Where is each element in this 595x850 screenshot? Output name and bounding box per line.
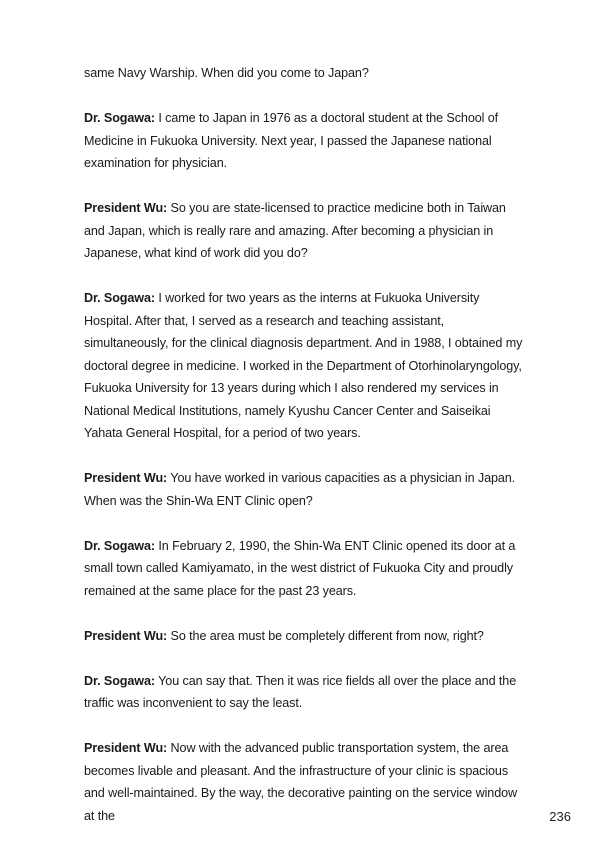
speaker-label: President Wu:: [84, 628, 168, 643]
paragraph: [84, 62, 529, 85]
paragraph: [84, 670, 529, 715]
paragraph-text: So the area must be completely different from now, right?: [167, 628, 484, 643]
paragraph-text: same Navy Warship. When did you come to Japan?: [84, 66, 369, 80]
paragraph: [84, 467, 529, 512]
paragraph-text: Now with the advanced public transportation system, the area becomes livable and pleasant. And the infrastructure of your clinic is spacious and well-maintained. By the way, the decorative painting on the service window at the: [84, 741, 517, 823]
paragraph: [84, 535, 529, 603]
speaker-label: Dr. Sogawa:: [84, 291, 155, 305]
speaker-label: President Wu:: [84, 741, 168, 755]
document-body: [84, 62, 529, 850]
paragraph: [84, 737, 529, 827]
speaker-label: Dr. Sogawa:: [84, 538, 155, 553]
speaker-label: President Wu:: [84, 471, 168, 485]
page-number: 236: [549, 809, 571, 824]
paragraph-text: I worked for two years as the interns at Fukuoka University Hospital. After that, I served as a research and teaching assistant, simultaneously, for the clinical diagnosis department. And in 1988, I obtained my doctoral degree in medicine. I worked in the Department of Otorhinolaryngology, Fukuoka University for 13 years during which I also rendered my services in National Medical Institutions, namely Kyushu Cancer Center and Saiseikai Yahata General Hospital, for a period of two years.: [84, 291, 523, 440]
paragraph-text: You have worked in various capacities as a physician in Japan. When was the Shin-Wa ENT Clinic open?: [84, 471, 516, 508]
paragraph-text: In February 2, 1990, the Shin-Wa ENT Clinic opened its door at a small town called Kamiyamato, in the west district of Fukuoka City and proudly remained at the same place for the past 23 years.: [84, 538, 516, 598]
paragraph-text: You can say that. Then it was rice fields all over the place and the traffic was inconvenient to say the least.: [84, 673, 517, 710]
paragraph: [84, 197, 529, 265]
paragraph: [84, 107, 529, 175]
paragraph: [84, 625, 529, 648]
paragraph-text: I came to Japan in 1976 as a doctoral student at the School of Medicine in Fukuoka University. Next year, I passed the Japanese national examination for physician.: [84, 111, 499, 170]
speaker-label: Dr. Sogawa:: [84, 111, 155, 125]
paragraph-text: So you are state-licensed to practice medicine both in Taiwan and Japan, which is really rare and amazing. After becoming a physician in Japanese, what kind of work did you do?: [84, 201, 506, 260]
speaker-label: President Wu:: [84, 201, 168, 215]
paragraph: [84, 287, 529, 445]
speaker-label: Dr. Sogawa:: [84, 673, 155, 688]
